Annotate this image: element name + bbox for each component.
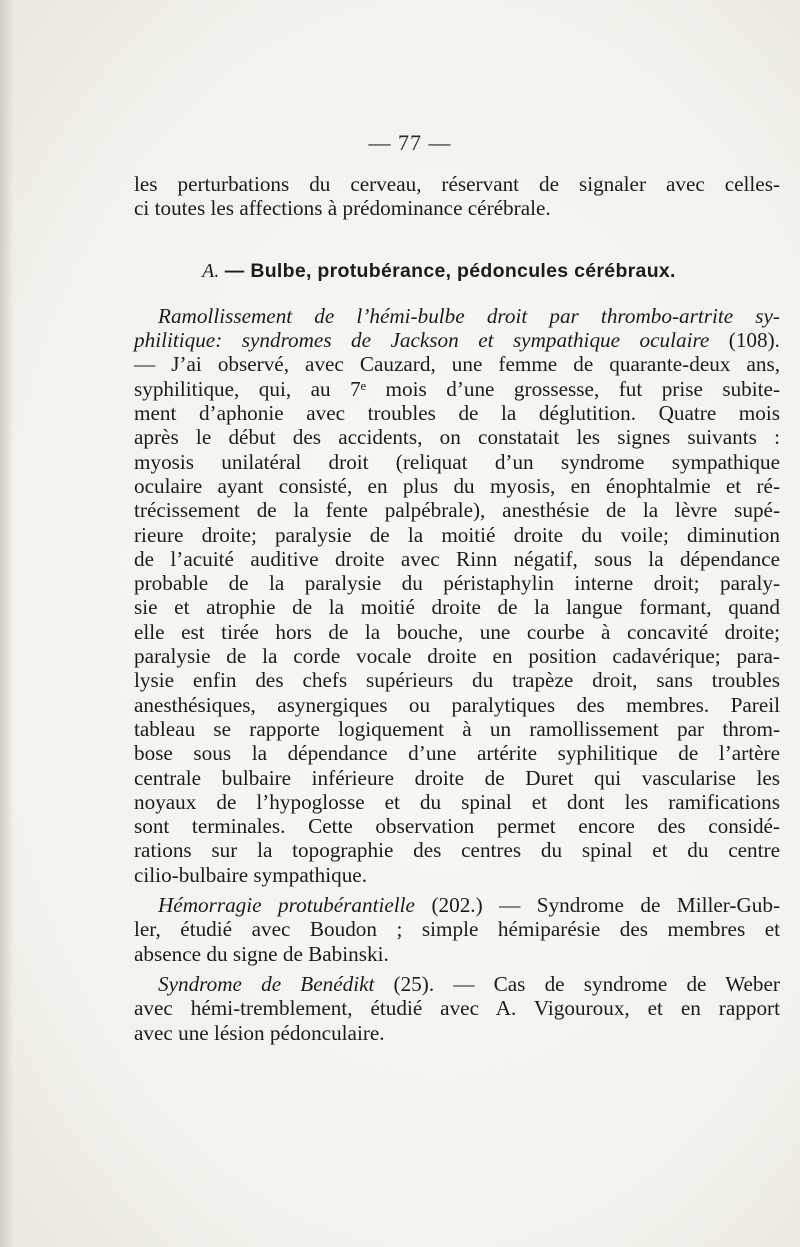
intro-paragraph	[134, 172, 780, 221]
paragraph-hemorragie	[134, 893, 780, 966]
text-line: myosis unilatéral droit (reliquat d’un syndrome sympathique	[134, 449, 780, 474]
italic-run: syndromes de Jackson et sympathique oculaire	[241, 328, 710, 353]
section-title: — Bulbe, protubérance, pédoncules cérébraux.	[224, 259, 676, 282]
text-line: noyaux de l’hypoglosse et du spinal et dont les ramifications	[134, 789, 780, 814]
text-line: trécissement de la fente palpébrale), anesthésie de la lèvre supé-	[134, 498, 780, 523]
text-line: bose sous la dépendance d’une artérite syphilitique de l’artère	[134, 741, 780, 766]
text-line: de l’acuité auditive droite avec Rinn négatif, sous la dépendance	[134, 546, 780, 571]
text-line: absence du signe de Babinski.	[134, 941, 389, 966]
text-line	[134, 972, 780, 996]
text-line: avec une lésion pédonculaire.	[134, 1020, 385, 1045]
text-line: Ramollissement de l’hémi-bulbe droit par thrombo-artrite sy-	[158, 303, 780, 328]
text-line: après le début des accidents, on constatait les signes suivants :	[134, 425, 780, 450]
italic-run: Syndrome de Benédikt	[158, 971, 375, 996]
text-line: ci toutes les affections à prédominance cérébrale.	[134, 196, 551, 221]
text-line: paralysie de la corde vocale droite en position cadavérique; para-	[134, 644, 780, 669]
text-line: — J’ai observé, avec Cauzard, une femme de quarante-deux ans,	[134, 352, 780, 377]
text-line	[134, 893, 780, 917]
italic-run: :	[215, 328, 242, 353]
italic-run: philitique	[134, 328, 216, 353]
page-edge-shadow	[0, 0, 14, 1247]
text-line: elle est tirée hors de la bouche, une courbe à concavité droite;	[134, 619, 780, 644]
text-line: centrale bulbaire inférieure droite de Duret qui vascularise les	[134, 765, 780, 790]
text-line: rations sur la topographie des centres du spinal et du centre	[134, 838, 780, 863]
text-line: syphilitique, qui, au 7ᵉ mois d’une grossesse, fut prise subite-	[134, 376, 780, 401]
roman-run: (202.) — Syndrome de Miller-Gub-	[414, 893, 780, 918]
italic-run: Hémorragie protubérantielle	[158, 893, 415, 918]
section-heading	[134, 259, 780, 284]
text-line: cilio-bulbaire sympathique.	[134, 862, 368, 887]
text-line: rieure droite; paralysie de la moitié droite du voile; diminution	[134, 522, 780, 547]
page-number: — 77 —	[368, 130, 452, 155]
text-line: les perturbations du cerveau, réservant de signaler avec celles-	[134, 172, 780, 196]
text-line: avec hémi-tremblement, étudié avec A. Vigouroux, et en rapport	[134, 996, 780, 1021]
text-line	[134, 328, 780, 352]
text-line: oculaire ayant consisté, en plus du myosis, en énophtalmie et ré-	[134, 473, 780, 498]
text-line: lysie enfin des chefs supérieurs du trapèze droit, sans troubles	[134, 668, 780, 693]
paragraph-benedikt	[134, 972, 780, 1045]
text-line: probable de la paralysie du péristaphylin interne droit; paraly-	[134, 571, 780, 596]
text-line: sont terminales. Cette observation permet encore des considé-	[134, 814, 780, 839]
roman-run: (108).	[709, 328, 780, 353]
text-line: tableau se rapporte logiquement à un ramollissement par throm-	[134, 716, 780, 741]
text-line: anesthésiques, asynergiques ou paralytiques des membres. Pareil	[134, 692, 780, 717]
text-line: ler, étudié avec Boudon ; simple hémiparésie des membres et	[134, 917, 780, 942]
section-letter: A.	[202, 260, 220, 282]
paragraph-ramollissement	[134, 304, 780, 887]
text-line: ment d’aphonie avec troubles de la déglutition. Quatre mois	[134, 401, 780, 426]
text-block	[134, 172, 780, 1045]
text-line: sie et atrophie de la moitié droite de la langue formant, quand	[134, 595, 780, 620]
roman-run: (25). — Cas de syndrome de Weber	[374, 971, 780, 996]
